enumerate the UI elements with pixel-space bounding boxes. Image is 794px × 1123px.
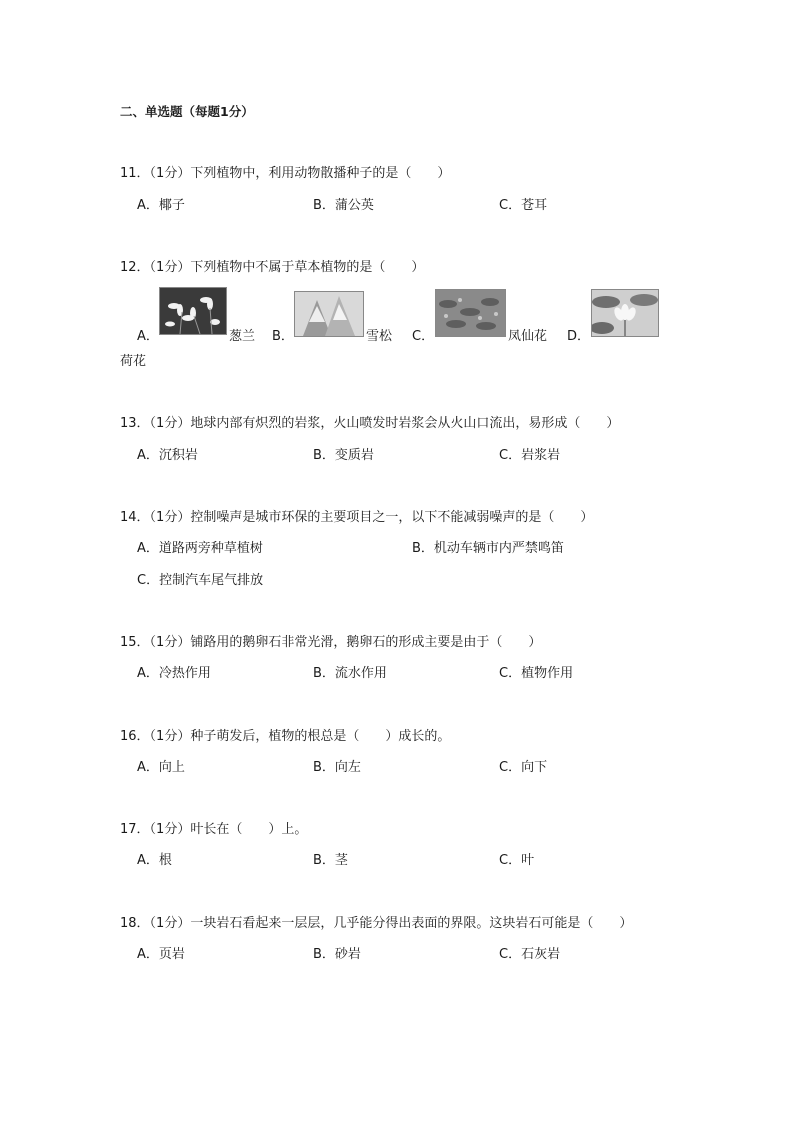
question-16-stem: 16．（1分）种子萌发后，植物的根总是（ ）成长的。 [120,729,451,744]
q18-option-b[interactable]: B．砂岩 [313,947,361,962]
question-15-stem: 15．（1分）铺路用的鹅卵石非常光滑，鹅卵石的形成主要是由于（ ） [120,635,542,650]
q18-option-a[interactable]: A．页岩 [137,947,185,962]
question-11-stem: 11．（1分）下列植物中，利用动物散播种子的是（ ） [120,166,451,181]
q14-option-a[interactable]: A．道路两旁种草植树 [137,541,263,556]
q16-option-b[interactable]: B．向左 [313,760,361,775]
q12-option-a-image [159,287,227,335]
q17-option-b[interactable]: B．茎 [313,853,348,868]
q11-option-b[interactable]: B．蒲公英 [313,198,374,213]
q14-option-b[interactable]: B．机动车辆市内严禁鸣笛 [412,541,564,556]
q12-option-a-label: 葱兰 [229,329,256,344]
q13-option-a[interactable]: A．沉积岩 [137,448,198,463]
q12-option-d-image [591,289,659,337]
q12-option-c-image [435,289,506,337]
q12-option-d-label: 荷花 [120,354,147,369]
q16-option-a[interactable]: A．向上 [137,760,185,775]
q12-option-c-label: 凤仙花 [508,329,548,344]
q13-option-b[interactable]: B．变质岩 [313,448,374,463]
q15-option-a[interactable]: A．冷热作用 [137,666,211,681]
q13-option-c[interactable]: C．岩浆岩 [499,448,561,463]
question-12-stem: 12．（1分）下列植物中不属于草本植物的是（ ） [120,260,425,275]
q16-option-c[interactable]: C．向下 [499,760,548,775]
q11-option-c[interactable]: C．苍耳 [499,198,548,213]
q11-option-a[interactable]: A．椰子 [137,198,185,213]
q15-option-c[interactable]: C．植物作用 [499,666,574,681]
question-18-stem: 18．（1分）一块岩石看起来一层层，几乎能分得出表面的界限。这块岩石可能是（ ） [120,916,633,931]
q12-option-c-letter[interactable]: C． [412,329,435,344]
q14-option-c[interactable]: C．控制汽车尾气排放 [137,573,264,588]
q12-option-a-letter[interactable]: A． [137,329,159,344]
q12-option-b-image [294,291,364,337]
q17-option-a[interactable]: A．根 [137,853,172,868]
q18-option-c[interactable]: C．石灰岩 [499,947,561,962]
q12-option-d-letter[interactable]: D． [567,329,591,344]
question-14-stem: 14．（1分）控制噪声是城市环保的主要项目之一，以下不能减弱噪声的是（ ） [120,510,594,525]
q17-option-c[interactable]: C．叶 [499,853,535,868]
question-13-stem: 13．（1分）地球内部有炽烈的岩浆，火山喷发时岩浆会从火山口流出，易形成（ ） [120,416,620,431]
question-17-stem: 17．（1分）叶长在（ ）上。 [120,822,308,837]
q15-option-b[interactable]: B．流水作用 [313,666,387,681]
section-title: 二、单选题（每题1分） [120,104,254,119]
q12-option-b-letter[interactable]: B． [272,329,294,344]
q12-option-b-label: 雪松 [366,329,393,344]
